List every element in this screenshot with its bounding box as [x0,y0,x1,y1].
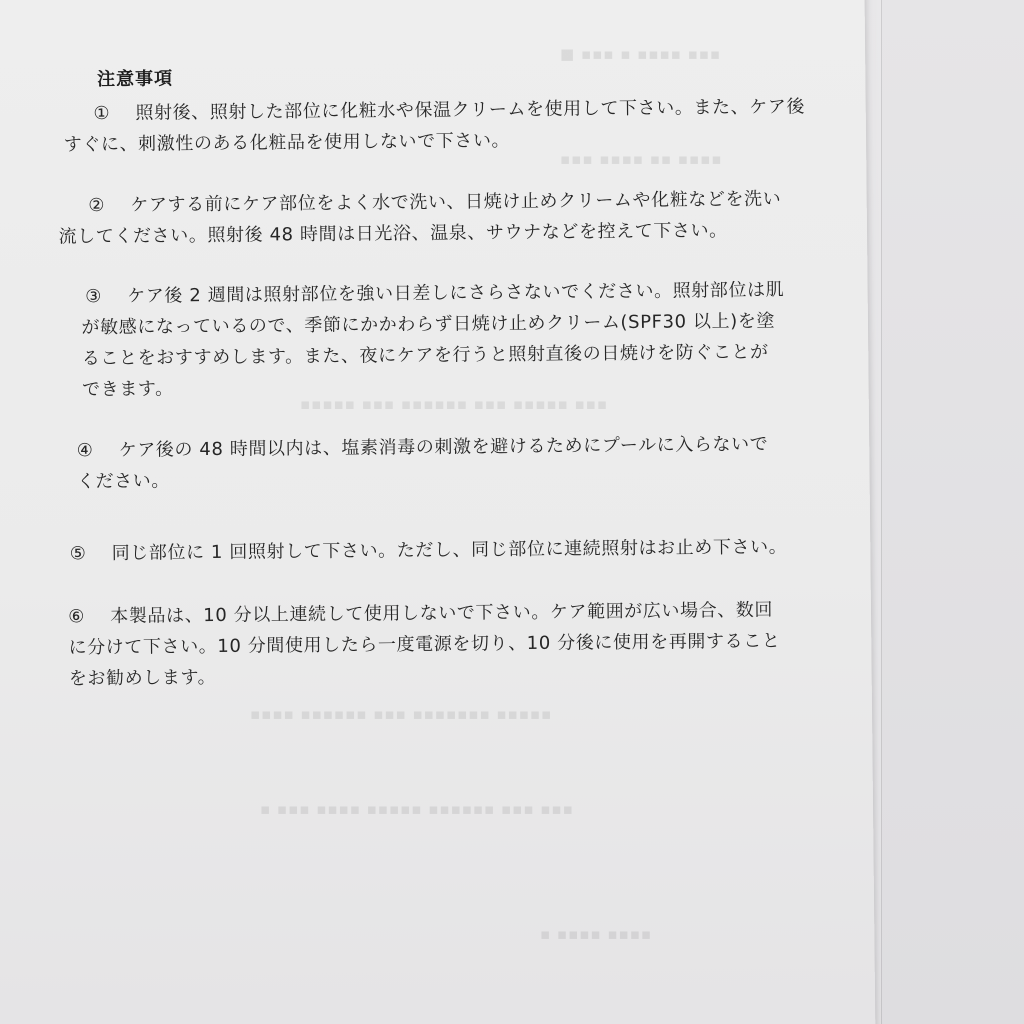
item-number: ② [88,195,106,217]
item-text-line: できます。 [81,378,174,401]
item-text-line: をお勧めします。 [68,666,217,690]
item-text-line: ケア後の 48 時間以内は、塩素消毒の刺激を避けるためにプールに入らないで [118,433,769,461]
item-number: ① [93,102,111,125]
notice-item-4 [77,429,769,498]
item-text-line: 同じ部位に 1 回照射して下さい。ただし、同じ部位に連続照射はお止め下さい。 [111,536,788,564]
bleed-through-mark: ▪▪▪▪ ▪▪▪▪▪▪ ▪▪▪ ▪▪▪▪▪▪▪ ▪▪▪▪▪ [250,705,553,723]
item-text-line: すぐに、刺激性のある化粧品を使用しないで下さい。 [63,130,511,156]
bleed-through-mark: ■ ▪▪▪ ▪ ▪▪▪▪ ▪▪▪ [560,45,722,63]
notice-item-3 [81,275,785,406]
notice-item-1 [63,91,806,160]
item-text-line: 照射後、照射した部位に化粧水や保温クリームを使用して下さい。また、ケア後 [135,96,806,124]
item-text-line: 流してください。照射後 48 時間は日光浴、温泉、サウナなどを控えて下さい。 [58,220,728,248]
item-text-line: 本製品は、10 分以上連続して使用しないで下さい。ケア範囲が広い場合、数回 [110,599,774,627]
page-title: 注意事項 [97,68,174,91]
item-number: ⑤ [69,543,87,565]
item-number: ⑥ [68,606,86,628]
bleed-through-mark: ▪ ▪▪▪▪ ▪▪▪▪ [540,925,653,943]
bleed-through-mark: ▪ ▪▪▪ ▪▪▪▪ ▪▪▪▪▪ ▪▪▪▪▪▪ ▪▪▪ ▪▪▪ [260,800,574,818]
notice-item-2 [58,184,782,253]
item-number: ④ [76,440,94,462]
bleed-through-mark: ▪▪▪▪▪ ▪▪▪ ▪▪▪▪▪▪ ▪▪▪ ▪▪▪▪▪ ▪▪▪ [300,395,608,413]
notice-item-6 [68,595,781,695]
item-text-line: に分けて下さい。10 分間使用したら一度電源を切り、10 分後に使用を再開すること [68,630,781,659]
item-text-line: が敏感になっているので、季節にかかわらず日焼け止めクリーム(SPF30 以上)を塗 [81,310,776,339]
item-text-line: ることをおすすめします。また、夜にケアを行うと照射直後の日焼けを防ぐことが [81,341,769,370]
item-text-line: ください。 [76,470,171,493]
notice-item-5 [70,531,788,569]
item-text-line: ケアする前にケア部位をよく水で洗い、日焼け止めクリームや化粧などを洗い [130,188,782,216]
item-number: ③ [85,286,103,308]
bleed-through-mark: ▪▪▪ ▪▪▪▪ ▪▪ ▪▪▪▪ [560,150,723,168]
item-text-line: ケア後 2 週間は照射部位を強い日差しにさらさないでください。照射部位は肌 [127,279,785,307]
